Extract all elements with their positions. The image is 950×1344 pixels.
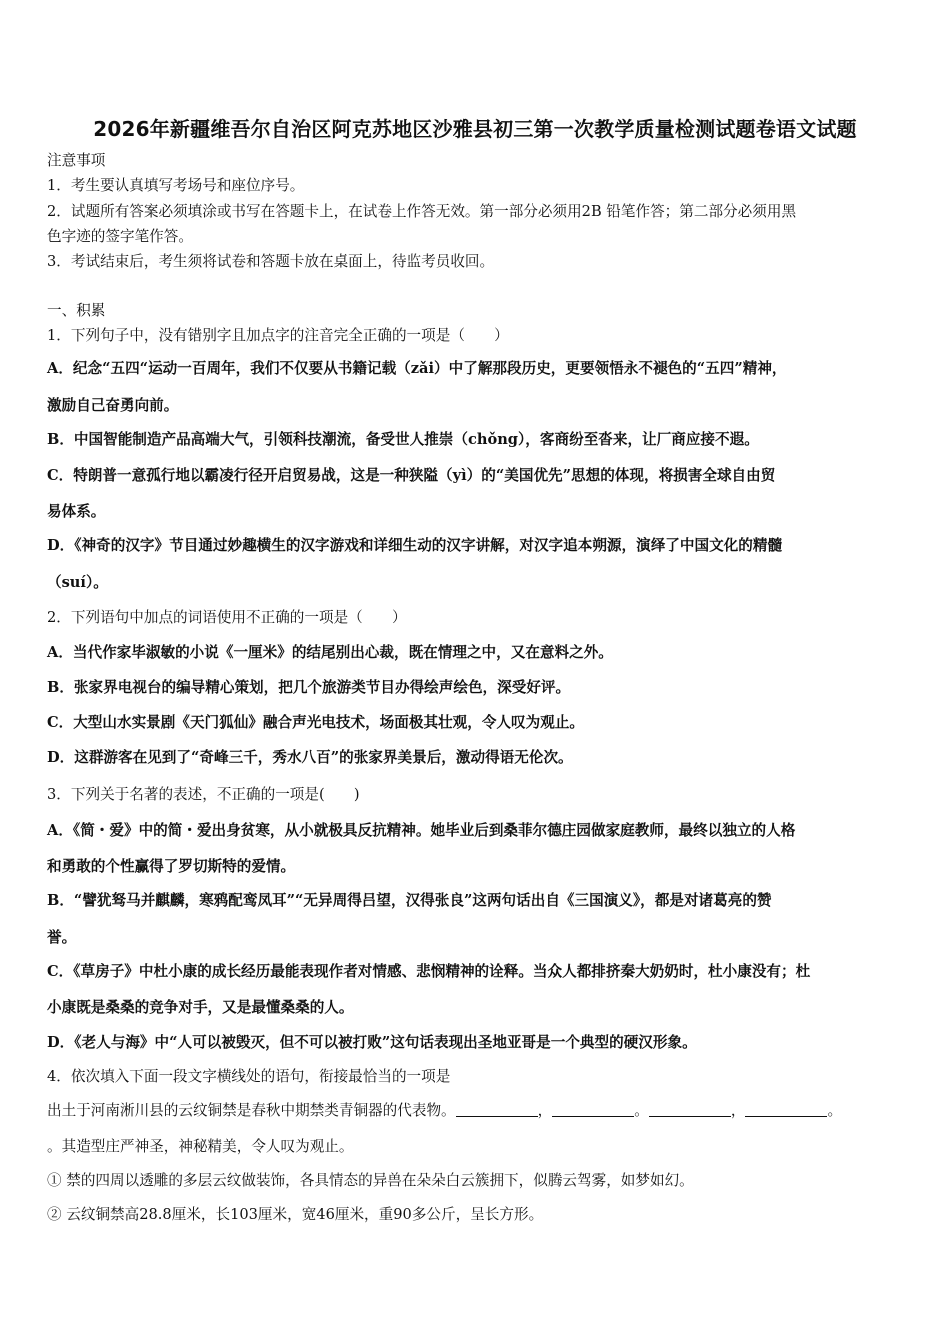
q2-option-b: B．张家界电视台的编导精心策划，把几个旅游类节目办得绘声绘色，深受好评。 [47, 679, 571, 696]
q2-stem: 2．下列语句中加点的词语使用不正确的一项是（ ） [47, 609, 407, 626]
q3-stem: 3．下列关于名著的表述，不正确的一项是( ) [47, 786, 360, 803]
answer-blank-2[interactable] [552, 1102, 634, 1117]
q1-option-d-cont: （suí）。 [47, 574, 108, 591]
exam-title: 2026年新疆维吾尔自治区阿克苏地区沙雅县初三第一次教学质量检测试题卷语文试题 [93, 117, 857, 141]
q3-option-a: A．《简・爱》中的简・爱出身贫寒，从小就极具反抗精神。她毕业后到桑菲尔德庄园做家庭教师，最终以独立的人格 [47, 822, 796, 839]
q4-sentence-1: ① 禁的四周以透雕的多层云纹做装饰，各具情态的异兽在朵朵白云簇拥下，似腾云驾雾，如梦如幻。 [47, 1172, 694, 1189]
q3-option-c-cont: 小康既是桑桑的竞争对手，又是最懂桑桑的人。 [47, 999, 354, 1016]
q4-passage-cont: 。其造型庄严神圣，神秘精美，令人叹为观止。 [47, 1138, 354, 1155]
q2-option-c: C．大型山水实景剧《天门狐仙》融合声光电技术，场面极其壮观，令人叹为观止。 [47, 714, 584, 731]
notice-item-2: 2．试题所有答案必须填涂或书写在答题卡上，在试卷上作答无效。第一部分必须用2B 铅笔作答；第二部分必须用黑 [47, 203, 797, 220]
q1-option-d: D．《神奇的汉字》节目通过妙趣横生的汉字游戏和详细生动的汉字讲解，对汉字追本朔源，演绎了中国文化的精髓 [47, 537, 783, 554]
q1-option-b: B．中国智能制造产品高端大气，引领科技潮流，备受世人推崇（chǒng），客商纷至沓来，让厂商应接不遐。 [47, 431, 759, 448]
answer-blank-4[interactable] [745, 1102, 827, 1117]
q2-option-d: D．这群游客在见到了“奇峰三千，秀水八百”的张家界美景后，激动得语无伦次。 [47, 749, 573, 766]
section-heading: 一、积累 [47, 302, 106, 319]
q3-option-a-cont: 和勇敢的个性赢得了罗切斯特的爱情。 [47, 858, 296, 875]
q1-stem: 1．下列句子中，没有错别字且加点字的注音完全正确的一项是（ ） [47, 327, 509, 344]
notice-item-2-cont: 色字迹的签字笔作答。 [47, 228, 193, 245]
answer-blank-1[interactable] [456, 1102, 538, 1117]
q1-option-c: C．特朗普一意孤行地以霸凌行径开启贸易战，这是一种狭隘（yì）的“美国优先”思想的体现，将损害全球自由贸 [47, 467, 776, 484]
q1-option-c-cont: 易体系。 [47, 503, 106, 520]
blank-separator: ， [730, 1102, 746, 1119]
q2-option-a: A．当代作家毕淑敏的小说《一厘米》的结尾别出心裁，既在情理之中，又在意料之外。 [47, 644, 613, 661]
blank-separator: ， [537, 1102, 553, 1119]
q4-stem: 4．依次填入下面一段文字横线处的语句，衔接最恰当的一项是 [47, 1068, 451, 1085]
notice-item-3: 3．考试结束后，考生须将试卷和答题卡放在桌面上，待监考员收回。 [47, 253, 495, 270]
q3-option-d: D．《老人与海》中“人可以被毁灭，但不可以被打败”这句话表现出圣地亚哥是一个典型的硬汉形象。 [47, 1034, 697, 1051]
answer-blank-3[interactable] [649, 1102, 731, 1117]
blank-separator: 。 [634, 1102, 649, 1119]
q3-option-b-cont: 誉。 [47, 929, 77, 946]
q1-option-a: A．纪念“五四“运动一百周年，我们不仅要从书籍记载（zǎi）中了解那段历史，更要领悟永不褪色的“五四”精神， [47, 360, 787, 377]
notice-item-1: 1．考生要认真填写考场号和座位序号。 [47, 177, 305, 194]
q1-option-a-cont: 激励自己奋勇向前。 [47, 397, 179, 414]
blank-separator: 。 [827, 1102, 843, 1119]
notice-heading: 注意事项 [47, 152, 106, 169]
q3-option-c: C．《草房子》中杜小康的成长经历最能表现作者对情感、悲悯精神的诠释。当众人都排挤秦大奶奶时，杜小康没有；杜 [47, 963, 811, 980]
q4-passage-text: 出土于河南淅川县的云纹铜禁是春秋中期禁类青铜器的代表物。 [47, 1102, 456, 1119]
q3-option-b: B．“譬犹驽马并麒麟，寒鸦配鸾凤耳”“无异周得吕望，汉得张良”这两句话出自《三国演义》，都是对诸葛亮的赞 [47, 892, 772, 909]
q4-sentence-2: ② 云纹铜禁高28.8厘米，长103厘米，宽46厘米，重90多公斤，呈长方形。 [47, 1206, 544, 1223]
q4-passage-line [47, 1101, 909, 1121]
